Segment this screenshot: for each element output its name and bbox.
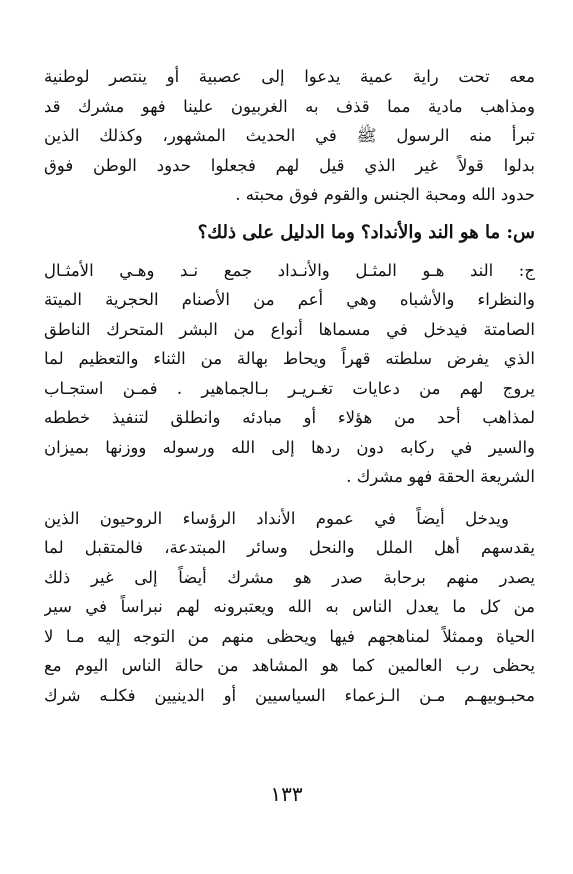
text-line: يروج لهم من دعايات تغـريـر بـالجماهير . فمـن استجـاب	[44, 378, 535, 398]
text-line: بدلوا قولاً غير الذي قيل لهم فجعلوا حدود الوطن فوق	[44, 155, 535, 175]
paragraph-third	[44, 504, 535, 711]
text-line: ويدخل أيضاً في عموم الأنداد الرؤساء الروحيون الذين	[44, 508, 509, 528]
answer-paragraph	[44, 256, 535, 492]
text-line: والسير في ركابه دون ردها إلى الله ورسوله ووزنها بميزان	[44, 437, 535, 457]
text-line: معه تحت راية عمية يدعوا إلى عصبية أو ينتصر لوطنية	[44, 67, 535, 86]
text-line: محبـوبيهـم مـن الـزعماء السياسيين أو الدينيين فكلـه شرك	[44, 685, 535, 705]
text-line: ج: الند هـو المثـل والأنـداد جمع نـد وهـي الأمثـال	[44, 260, 535, 280]
text-line: يحظى رب العالمين كما هو المشاهد من حالة الناس اليوم مع	[44, 656, 535, 675]
text-line: الحياة وممثلاً لمناهجهم فيها ويحظى منهم من التوجه إليه مـا لا	[44, 626, 535, 646]
question-heading: س: ما هو الند والأنداد؟ وما الدليل على ذلك؟	[197, 221, 535, 243]
text-line: يصدر منهم برحابة صدر هو مشرك أيضاً إلى غير ذلك	[44, 567, 535, 587]
text-line: تبرأ منه الرسول ﷺ في الحديث المشهور، وكذلك الذين	[44, 126, 535, 145]
page-number: ١٣٣	[270, 782, 303, 806]
text-line: الذي يفرض سلطته قهراً ويحاط بهالة من الثناء والتعظيم لما	[44, 349, 535, 368]
text-line: والنظراء والأشباه وهي أعم من الأصنام الحجرية الميتة	[44, 290, 535, 309]
text-line: حدود الله ومحبة الجنس والقوم فوق محبته .	[235, 185, 535, 204]
text-line: ومذاهب مادية مما قذف به الغربيون علينا فهو مشرك قد	[44, 96, 535, 116]
text-line: لمذاهب أحد من هؤلاء أو مبادئه وانطلق لتنفيذ خططه	[44, 408, 535, 427]
text-line: الشريعة الحقة فهو مشرك .	[346, 467, 535, 486]
text-line: يقدسهم أهل الملل والنحل وسائر المبتدعة، فالمتقبل لما	[44, 538, 535, 557]
paragraph-gap	[44, 492, 535, 504]
text-line: من كل ما يعدل الناس به الله ويعتبرونه لهم نبراساً في سير	[44, 597, 535, 616]
text-line: الصامتة فيدخل في مسماها أنواع من البشر المتحرك الناطق	[44, 319, 535, 339]
paragraph-intro	[44, 62, 535, 210]
